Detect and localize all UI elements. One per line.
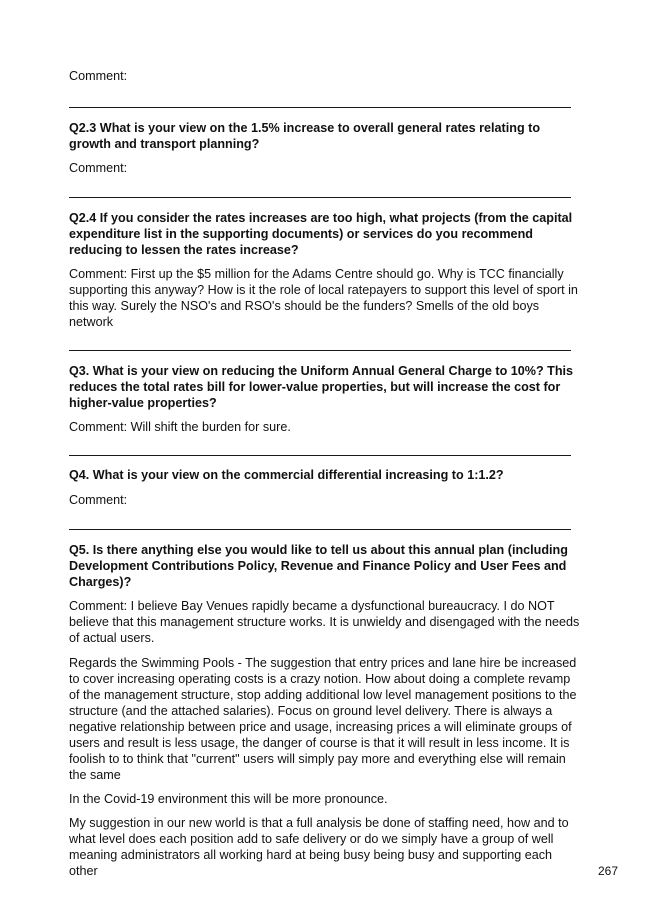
- comment-q5: Comment: I believe Bay Venues rapidly became a dysfunctional bureaucracy. I do NOT believe that this management structure works. It is unwieldy and disengaged with the needs of actual users.: [69, 599, 580, 645]
- comment-q5-pools: Regards the Swimming Pools - The suggestion that entry prices and lane hire be increased to cover increasing operating costs is a crazy notion. How about doing a complete revamp of the management structure, stop adding additional low level management positions to the structure (and the attached salaries). Focus on ground level delivery. There is always a negative relationship between price and usage, increasing prices a will eliminate groups of users and result is less usage, the danger of course is that it will result in less income. It is foolish to to think that "current" users will simply pay more and everything else will remain the same: [69, 656, 577, 782]
- question-q2-4: Q2.4 If you consider the rates increases are too high, what projects (from the capital expenditure list in the supporting documents) or services do you recommend reducing to lessen the rates increase?: [69, 211, 573, 257]
- comment-q2-3: Comment:: [69, 161, 128, 175]
- question-q5: Q5. Is there anything else you would like to tell us about this annual plan (including Development Contributions Policy, Revenue and Finance Policy and User Fees and Charges)?: [69, 543, 568, 589]
- page-number: 267: [598, 864, 619, 878]
- question-q4: Q4. What is your view on the commercial differential increasing to 1:1.2?: [69, 468, 504, 482]
- section-divider: [69, 197, 571, 198]
- question-q3: Q3. What is your view on reducing the Uniform Annual General Charge to 10%? This reduces the total rates bill for lower-value properties, but will increase the cost for higher-value properties?: [69, 364, 574, 410]
- document-page: [69, 68, 581, 879]
- comment-q2-4: Comment: First up the $5 million for the Adams Centre should go. Why is TCC financially supporting this anyway? How is it the role of local ratepayers to support this level of sport in this way. Surely the NSO's and RSO's should be the funders? Smells of the old boys network: [69, 267, 578, 329]
- section-divider: [69, 455, 571, 456]
- question-q2-3: Q2.3 What is your view on the 1.5% increase to overall general rates relating to growth and transport planning?: [69, 121, 541, 151]
- comment-q2-2: Comment:: [69, 69, 128, 83]
- section-divider: [69, 107, 571, 108]
- section-divider: [69, 350, 571, 351]
- comment-q5-suggestion: My suggestion in our new world is that a full analysis be done of staffing need, how and to what level does each position add to safe delivery or do we simply have a group of well meaning administrators all working hard at being busy being busy and supporting each other: [69, 816, 569, 878]
- comment-q4: Comment:: [69, 493, 128, 507]
- comment-q5-covid: In the Covid-19 environment this will be more pronounce.: [69, 792, 388, 806]
- comment-q3: Comment: Will shift the burden for sure.: [69, 420, 291, 434]
- section-divider: [69, 529, 571, 530]
